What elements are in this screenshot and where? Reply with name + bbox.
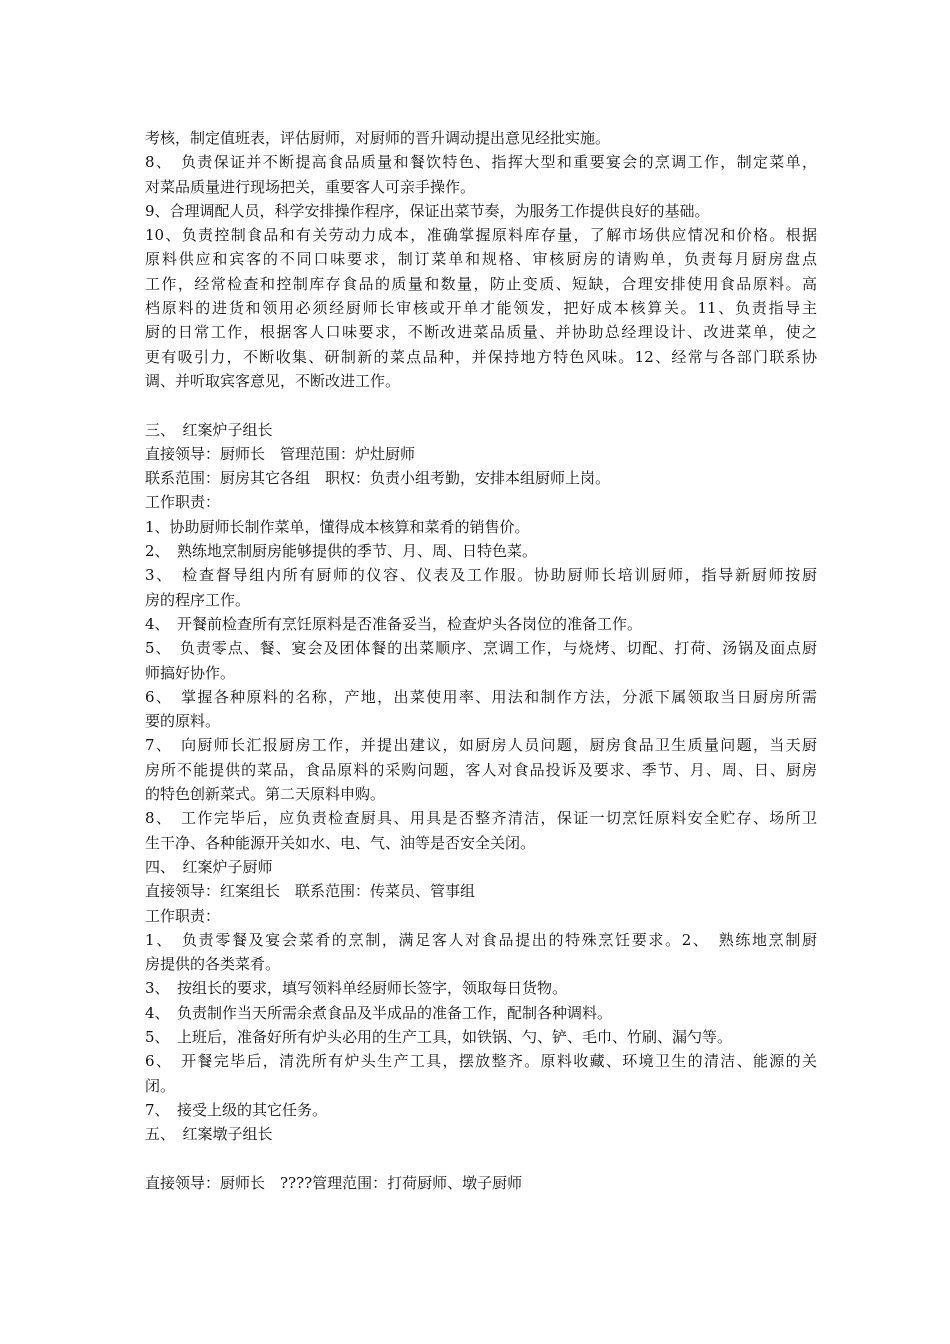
text-line: 1、协助厨师长制作菜单，懂得成本核算和菜肴的销售价。 — [145, 517, 530, 536]
text-line: 房的程序工作。 — [145, 590, 251, 609]
text-line: 4、 开餐前检查所有烹饪原料是否准备妥当，检查炉头各岗位的准备工作。 — [145, 614, 643, 633]
text-line: 房所不能提供的菜品，食品原料的采购问题，客人对食品投诉及要求、季节、月、周、日、厨房 — [145, 760, 817, 779]
blank-line — [145, 393, 817, 417]
text-line: 四、 红案炉子厨师 — [145, 857, 273, 876]
text-line: 5、 负责零点、餐、宴会及团体餐的出菜顺序、烹调工作，与烧烤、切配、打荷、汤锅及面点厨 — [145, 639, 817, 658]
text-line: 8、 负责保证并不断提高食品质量和餐饮特色、指挥大型和重要宴会的烹调工作，制定菜单， — [145, 153, 817, 172]
text-line: 6、 开餐完毕后，清洗所有炉头生产工具，摆放整齐。原料收藏、环境卫生的清洁、能源的关 — [145, 1052, 817, 1071]
text-line: 对菜品质量进行现场把关，重要客人可亲手操作。 — [145, 177, 476, 196]
text-line: 档原料的进货和领用必须经厨师长审核或开单才能领发，把好成本核算关。11、负责指导主 — [145, 299, 817, 318]
text-line: 闭。 — [145, 1076, 176, 1095]
text-line: 2、 熟练地烹制厨房能够提供的季节、月、周、日特色菜。 — [145, 542, 538, 561]
text-line: 厨的日常工作，根据客人口味要求，不断改进菜品质量、并协助总经理设计、改进菜单，使之 — [145, 323, 817, 342]
text-line: 五、 红案墩子组长 — [145, 1125, 273, 1144]
text-line: 工作，经常检查和控制库存食品的质量和数量，防止变质、短缺，合理安排使用食品原料。高 — [145, 274, 817, 293]
text-line: 直接领导：红案组长 联系范围：传菜员、管事组 — [145, 882, 476, 901]
text-line: 房提供的各类菜肴。 — [145, 955, 281, 974]
text-line: 调、并听取宾客意见，不断改进工作。 — [145, 371, 401, 390]
text-line: 1、 负责零餐及宴会菜肴的烹制，满足客人对食品提出的特殊烹饪要求。2、 熟练地烹制厨 — [145, 930, 817, 949]
blank-line — [145, 1146, 817, 1170]
text-line: 原料供应和宾客的不同口味要求，制订菜单和规格、审核厨房的请购单，负责每月厨房盘点 — [145, 250, 817, 269]
text-line: 要的原料。 — [145, 712, 221, 731]
text-line: 5、 上班后，准备好所有炉头必用的生产工具，如铁锅、勺、铲、毛巾、竹刷、漏勺等。 — [145, 1027, 733, 1046]
text-line: 6、 掌握各种原料的名称，产地，出菜使用率、用法和制作方法，分派下属领取当日厨房所需 — [145, 687, 817, 706]
text-line: 工作职责： — [145, 906, 221, 925]
text-line: 10、负责控制食品和有关劳动力成本，准确掌握原料库存量，了解市场供应情况和价格。根据 — [145, 226, 817, 245]
text-line: 3、 按组长的要求，填写领料单经厨师长签字，领取每日货物。 — [145, 979, 568, 998]
text-line: 三、 红案炉子组长 — [145, 420, 273, 439]
document-body — [145, 126, 817, 1195]
text-line: 4、 负责制作当天所需余煮食品及半成品的准备工作，配制各种调料。 — [145, 1003, 613, 1022]
text-line: 直接领导：厨师长 管理范围：炉灶厨师 — [145, 444, 416, 463]
text-line: 生干净、各种能源开关如水、电、气、油等是否安全关闭。 — [145, 833, 536, 852]
text-line: 考核，制定值班表，评估厨师，对厨师的晋升调动提出意见经批实施。 — [145, 129, 611, 147]
text-line: 直接领导：厨师长 ????管理范围：打荷厨师、墩子厨师 — [145, 1173, 523, 1192]
text-line: 7、 接受上级的其它任务。 — [145, 1100, 328, 1119]
text-line: 3、 检查督导组内所有厨师的仪容、仪表及工作服。协助厨师长培训厨师，指导新厨师按厨 — [145, 566, 817, 585]
text-line: 工作职责： — [145, 493, 221, 512]
text-line: 更有吸引力，不断收集、研制新的菜点品种，并保持地方特色风味。12、经常与各部门联系协 — [145, 347, 817, 366]
text-line: 9、合理调配人员，科学安排操作程序，保证出菜节奏，为服务工作提供良好的基础。 — [145, 201, 710, 220]
text-line: 的特色创新菜式。第二天原料申购。 — [145, 785, 386, 804]
text-line: 8、 工作完毕后，应负责检查厨具、用具是否整齐清洁，保证一切烹饪原料安全贮存、场所卫 — [145, 809, 817, 828]
text-line: 7、 向厨师长汇报厨房工作，并提出建议，如厨房人员问题，厨房食品卫生质量问题，当天厨 — [145, 736, 817, 755]
text-line: 联系范围：厨房其它各组 职权：负责小组考勤，安排本组厨师上岗。 — [145, 469, 611, 488]
text-line: 师搞好协作。 — [145, 663, 236, 682]
